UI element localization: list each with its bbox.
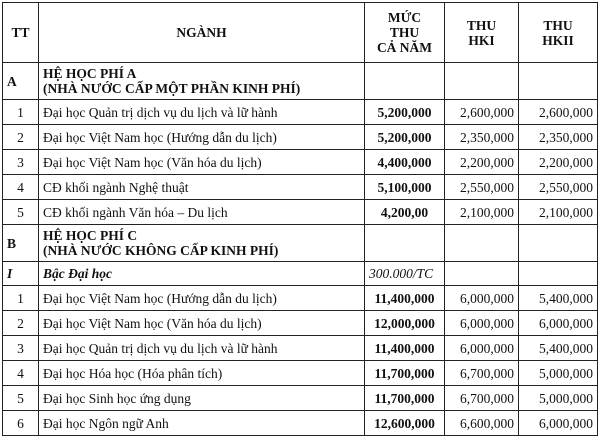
row-name: Đại học Việt Nam học (Hướng dẫn du lịch) [39,286,365,311]
empty-cell [445,262,519,286]
row-hk2: 2,200,000 [519,150,598,175]
row-tt: 3 [3,336,39,361]
subheader-rate: 300.000/TC [365,262,445,286]
row-total: 12,600,000 [365,411,445,436]
empty-cell [519,63,598,100]
row-hk1: 2,100,000 [445,200,519,225]
table-row [3,286,598,311]
row-hk1: 2,350,000 [445,125,519,150]
table-row [3,311,598,336]
header-nganh: NGÀNH [39,3,365,63]
tuition-table [2,2,598,436]
row-tt: 5 [3,200,39,225]
empty-cell [445,225,519,262]
header-hk1: THU HKI [445,3,519,63]
row-hk2: 6,000,000 [519,411,598,436]
header-muc-thu: MỨC THU CẢ NĂM [365,3,445,63]
empty-cell [365,63,445,100]
empty-cell [365,225,445,262]
row-tt: 2 [3,125,39,150]
table-row [3,336,598,361]
row-name: CĐ khối ngành Văn hóa – Du lịch [39,200,365,225]
row-total: 11,400,000 [365,286,445,311]
header-row [3,3,598,63]
row-hk2: 2,550,000 [519,175,598,200]
row-tt: 2 [3,311,39,336]
row-hk2: 5,400,000 [519,286,598,311]
row-total: 4,400,000 [365,150,445,175]
table-row [3,361,598,386]
row-name: Đại học Hóa học (Hóa phân tích) [39,361,365,386]
row-total: 5,200,000 [365,125,445,150]
row-hk1: 6,600,000 [445,411,519,436]
empty-cell [519,225,598,262]
row-name: Đại học Sinh học ứng dụng [39,386,365,411]
row-hk1: 6,700,000 [445,386,519,411]
row-hk2: 5,000,000 [519,361,598,386]
subheader-tt: I [3,262,39,286]
section-id: A [3,63,39,100]
row-total: 4,200,00 [365,200,445,225]
row-name: Đại học Việt Nam học (Văn hóa du lịch) [39,150,365,175]
table-row [3,411,598,436]
row-hk1: 6,000,000 [445,336,519,361]
row-total: 5,100,000 [365,175,445,200]
empty-cell [519,262,598,286]
header-hk2: THU HKII [519,3,598,63]
header-tt: TT [3,3,39,63]
row-name: Đại học Ngôn ngữ Anh [39,411,365,436]
row-hk1: 6,000,000 [445,286,519,311]
row-hk1: 2,600,000 [445,100,519,125]
row-total: 12,000,000 [365,311,445,336]
subheader-row [3,262,598,286]
subheader-name: Bậc Đại học [39,262,365,286]
row-total: 11,400,000 [365,336,445,361]
row-hk2: 2,600,000 [519,100,598,125]
row-tt: 1 [3,286,39,311]
row-hk1: 6,000,000 [445,311,519,336]
table-row [3,200,598,225]
row-tt: 3 [3,150,39,175]
row-tt: 4 [3,175,39,200]
row-hk1: 2,550,000 [445,175,519,200]
section-row [3,63,598,100]
row-name: Đại học Việt Nam học (Văn hóa du lịch) [39,311,365,336]
row-name: Đại học Việt Nam học (Hướng dẫn du lịch) [39,125,365,150]
row-name: CĐ khối ngành Nghệ thuật [39,175,365,200]
table-row [3,125,598,150]
row-name: Đại học Quản trị dịch vụ du lịch và lữ hành [39,100,365,125]
section-title: HỆ HỌC PHÍ C (NHÀ NƯỚC KHÔNG CẤP KINH PHÍ) [39,225,365,262]
table-row [3,386,598,411]
row-total: 11,700,000 [365,361,445,386]
row-hk2: 5,400,000 [519,336,598,361]
row-tt: 6 [3,411,39,436]
row-tt: 5 [3,386,39,411]
row-hk2: 2,100,000 [519,200,598,225]
section-title: HỆ HỌC PHÍ A (NHÀ NƯỚC CẤP MỘT PHẦN KINH PHÍ) [39,63,365,100]
section-row [3,225,598,262]
row-tt: 1 [3,100,39,125]
section-id: B [3,225,39,262]
table-row [3,150,598,175]
row-hk1: 6,700,000 [445,361,519,386]
row-hk1: 2,200,000 [445,150,519,175]
row-total: 5,200,000 [365,100,445,125]
row-tt: 4 [3,361,39,386]
row-name: Đại học Quản trị dịch vụ du lịch và lữ hành [39,336,365,361]
row-total: 11,700,000 [365,386,445,411]
row-hk2: 2,350,000 [519,125,598,150]
row-hk2: 5,000,000 [519,386,598,411]
table-row [3,175,598,200]
row-hk2: 6,000,000 [519,311,598,336]
empty-cell [445,63,519,100]
table-row [3,100,598,125]
